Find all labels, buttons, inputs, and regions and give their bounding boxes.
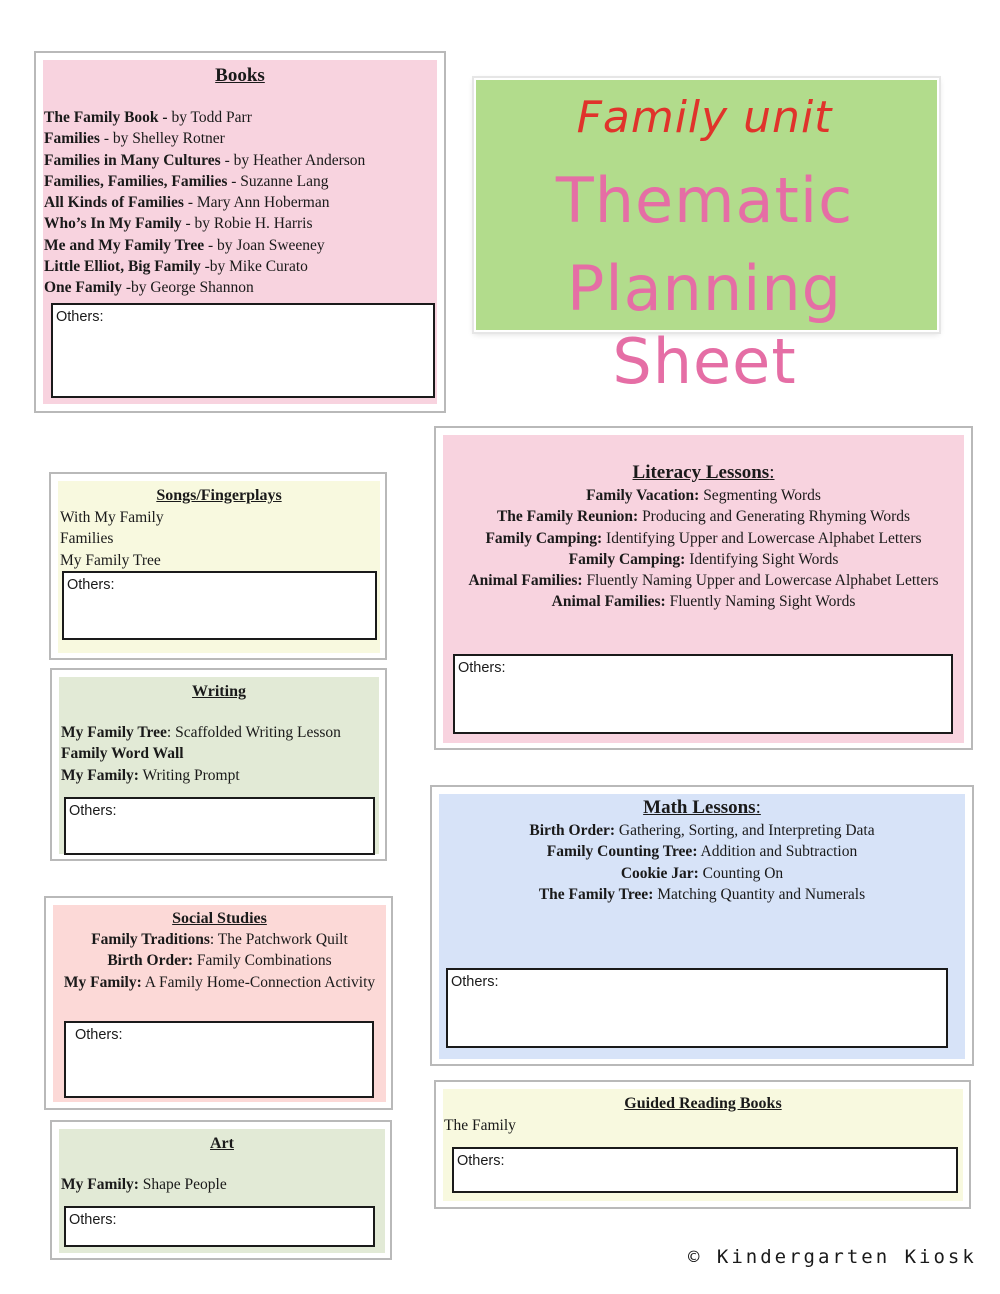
literacy-others-box[interactable] [453, 654, 953, 734]
books-others-box[interactable] [51, 303, 435, 398]
literacy-item: The Family Reunion: Producing and Generating Rhyming Words [496, 508, 911, 526]
writing-others-box[interactable] [64, 797, 375, 855]
literacy-item: Family Camping: Identifying Sight Words [568, 550, 839, 568]
math-item: Cookie Jar: Counting On [620, 864, 784, 882]
writing-title: Writing [192, 683, 246, 700]
writing-item: My Family: Writing Prompt [61, 766, 240, 784]
math-item: The Family Tree: Matching Quantity and Numerals [538, 885, 866, 903]
social-studies-panel [44, 896, 393, 1110]
literacy-item: Animal Families: Fluently Naming Sight Words [551, 593, 856, 611]
others-label: Others: [56, 309, 104, 325]
songs-item: With My Family [60, 509, 164, 526]
planning-sheet-title: Planning Sheet [566, 252, 843, 398]
guided-reading-title: Guided Reading Books [624, 1095, 782, 1112]
guided-item: The Family [444, 1117, 516, 1134]
songs-item: Families [60, 530, 114, 548]
songs-item: My Family Tree [60, 551, 161, 569]
books-item: All Kinds of Families - Mary Ann Hoberman [44, 194, 330, 212]
others-label: Others: [457, 1153, 505, 1169]
writing-item: My Family Tree: Scaffolded Writing Lesson [61, 724, 341, 741]
books-item: Families in Many Cultures - by Heather Anderson [44, 151, 366, 169]
literacy-item: Family Vacation: Segmenting Words [586, 487, 821, 504]
songs-title: Songs/Fingerplays [156, 487, 282, 504]
books-item: Little Elliot, Big Family -by Mike Curato [44, 258, 308, 276]
others-label: Others: [67, 577, 115, 593]
math-item: Birth Order: Gathering, Sorting, and Interpreting Data [529, 822, 875, 839]
literacy-panel [434, 426, 973, 750]
social-item: Birth Order: Family Combinations [107, 952, 332, 970]
art-item: My Family: Shape People [61, 1176, 227, 1193]
others-label: Others: [451, 974, 499, 990]
literacy-item: Animal Families: Fluently Naming Upper and Lowercase Alphabet Letters [468, 572, 939, 590]
writing-item: Family Word Wall [61, 745, 184, 763]
others-label: Others: [69, 803, 117, 819]
books-item: Who’s In My Family - by Robie H. Harris [44, 215, 313, 233]
art-others-box[interactable] [64, 1206, 375, 1247]
unit-title: Family unit [576, 92, 833, 143]
books-item: The Family Book - by Todd Parr [44, 109, 252, 126]
literacy-title: Literacy Lessons: [632, 462, 775, 483]
books-panel [34, 51, 446, 413]
songs-panel [49, 472, 387, 660]
others-label: Others: [458, 660, 506, 676]
social-item: Family Traditions: The Patchwork Quilt [91, 931, 348, 948]
others-label: Others: [69, 1212, 117, 1228]
books-item: One Family -by George Shannon [44, 279, 254, 297]
math-panel [430, 785, 974, 1066]
math-others-box[interactable] [446, 968, 948, 1048]
writing-panel [50, 668, 387, 861]
social-studies-title: Social Studies [172, 910, 267, 927]
copyright-text: © Kindergarten Kiosk [688, 1246, 977, 1268]
math-item: Family Counting Tree: Addition and Subtraction [546, 843, 858, 861]
books-item: Families - by Shelley Rotner [44, 130, 225, 148]
math-title: Math Lessons: [643, 797, 761, 818]
books-item: Me and My Family Tree - by Joan Sweeney [44, 236, 325, 254]
guided-reading-panel [434, 1080, 971, 1209]
others-label: Others: [75, 1027, 123, 1043]
guided-others-box[interactable] [452, 1147, 958, 1193]
social-others-box[interactable] [64, 1021, 374, 1098]
songs-others-box[interactable] [62, 571, 377, 640]
social-item: My Family: A Family Home-Connection Activity [63, 973, 376, 991]
art-panel [50, 1120, 392, 1260]
books-item: Families, Families, Families - Suzanne Lang [44, 172, 329, 190]
literacy-item: Family Camping: Identifying Upper and Lowercase Alphabet Letters [485, 529, 922, 547]
books-title: Books [215, 65, 265, 86]
art-title: Art [210, 1135, 234, 1152]
thematic-title: Thematic [555, 164, 854, 237]
